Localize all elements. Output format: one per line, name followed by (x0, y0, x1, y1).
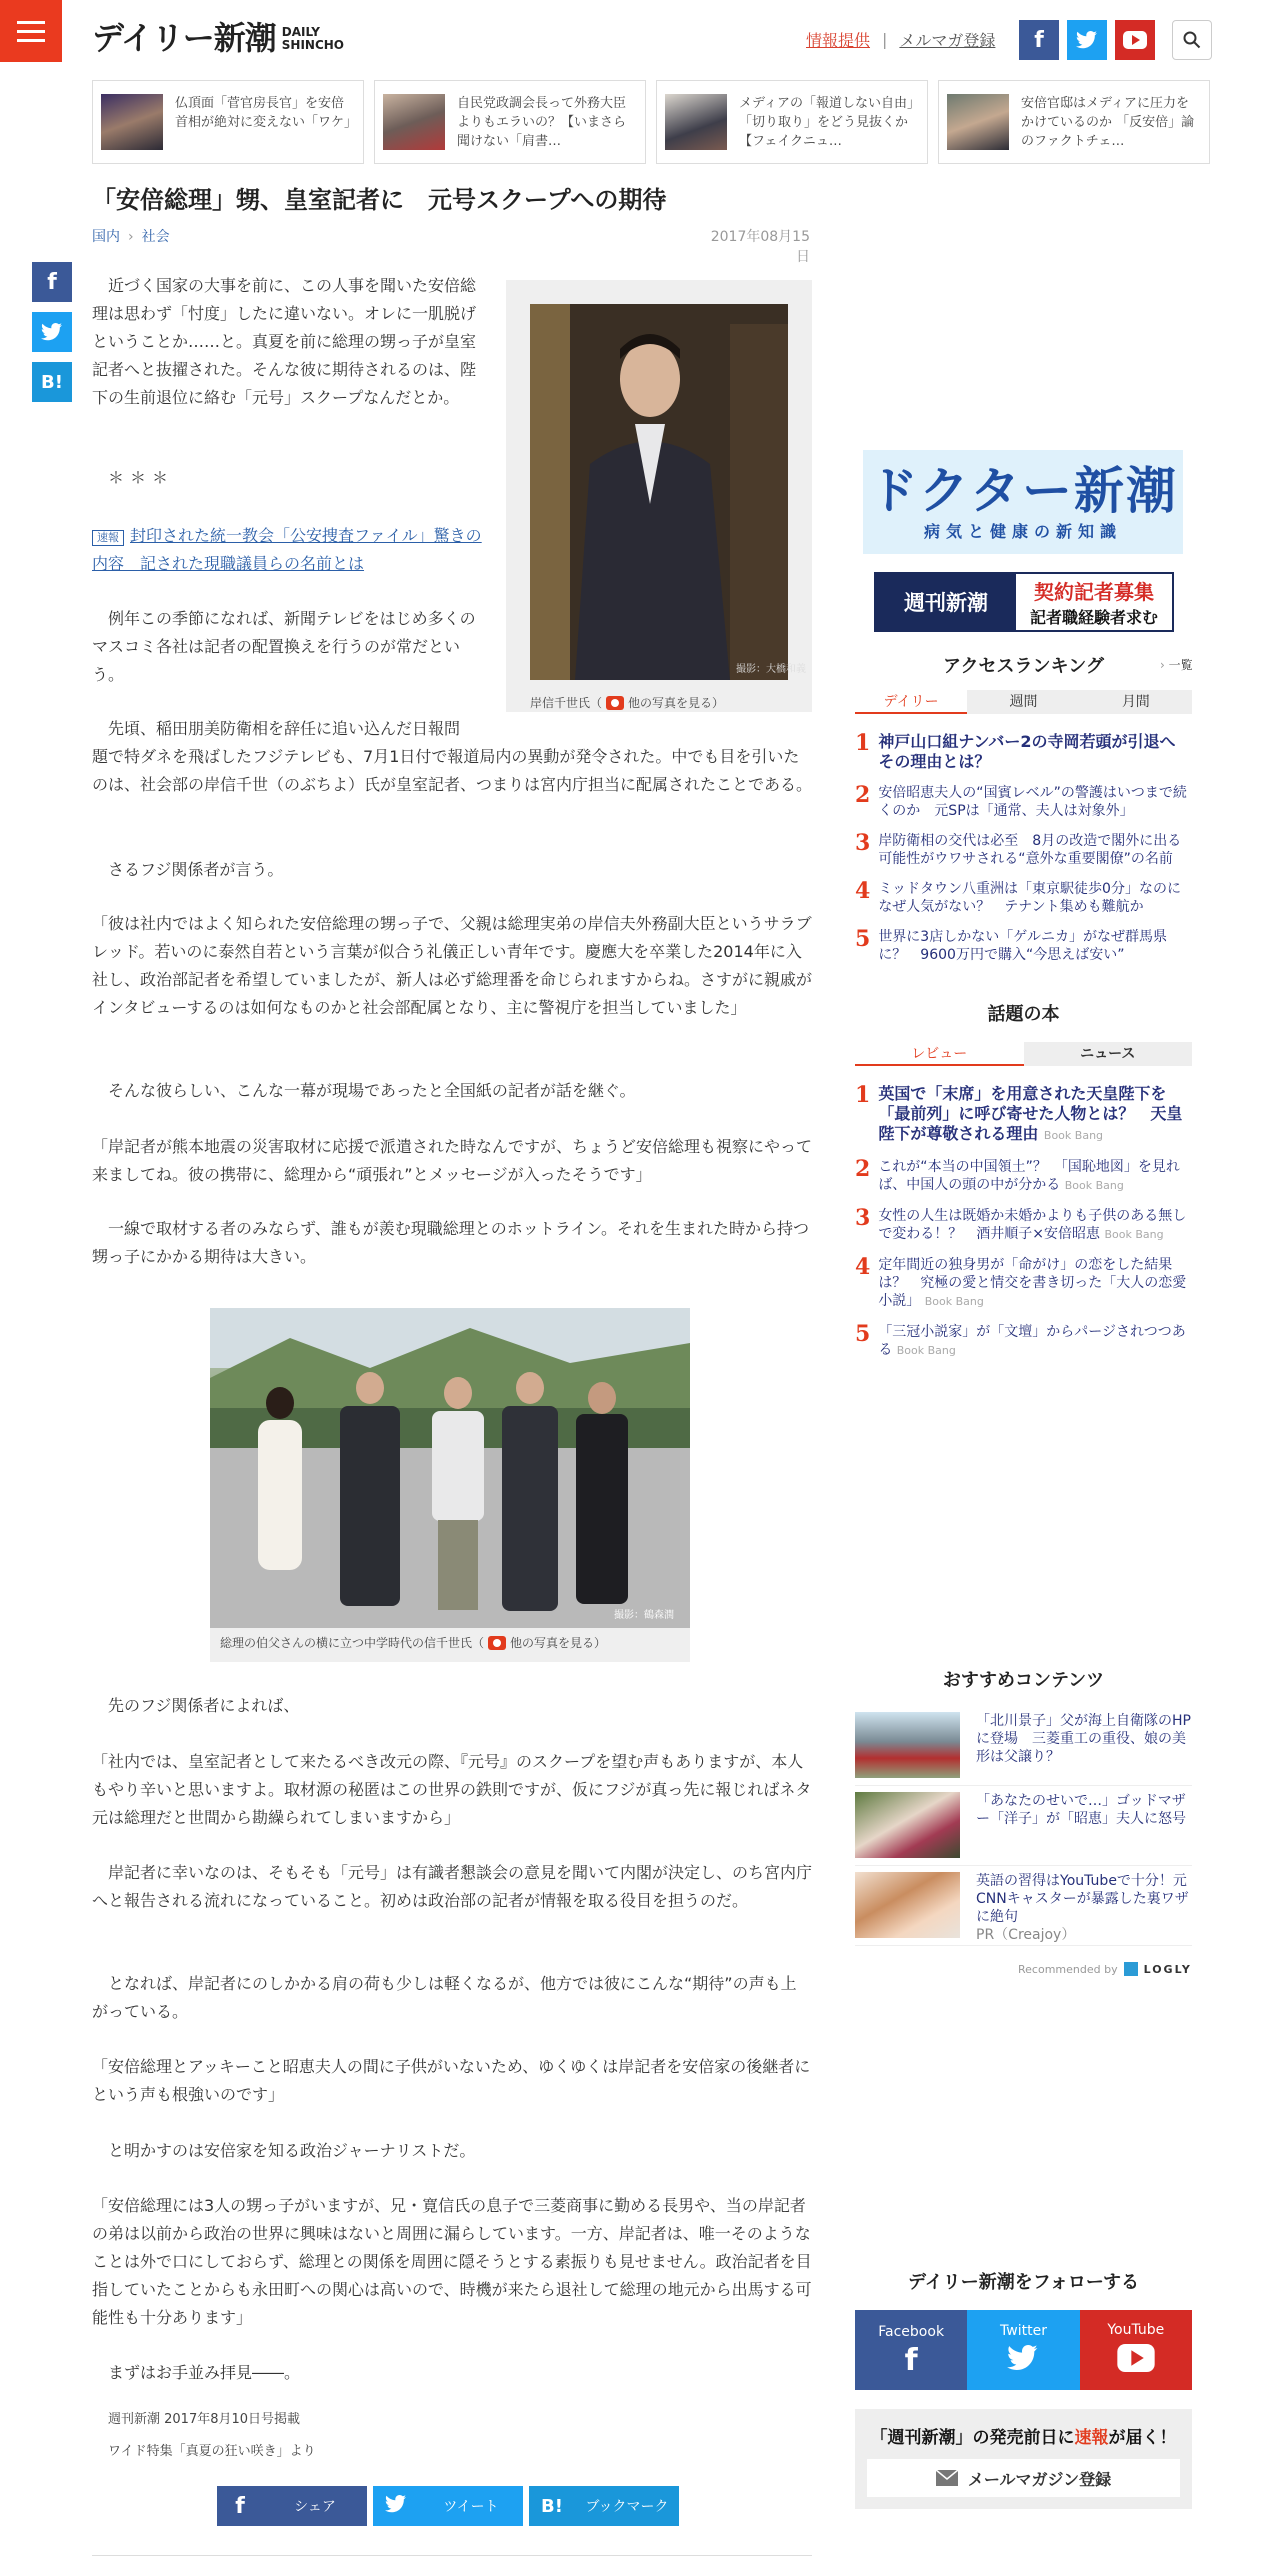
paragraph: まずはお手並み拝見――。 (108, 2363, 301, 2382)
photo-caption: 総理の伯父さんの横に立つ中学時代の信千世氏（ 他の写真を見る） (220, 1636, 607, 1650)
list-item[interactable]: 1 英国で「末席」を用意された天皇陛下を「最前列」に呼び寄せた人物とは？ 天皇陛下が尊敬される理由 Book Bang (855, 1082, 1183, 1143)
recommended-by[interactable]: Recommended by LOGLY (1018, 1962, 1192, 1976)
breadcrumb (92, 226, 170, 246)
ad-weekly-recruit[interactable]: 週刊新潮 契約記者募集 記者職経験者求む (874, 572, 1174, 632)
list-item[interactable]: 2 安倍昭恵夫人の“国賓レベル”の警護はいつまで続くのか 元SPは「通常、夫人は対象外」 (855, 782, 1187, 819)
camera-icon (488, 1636, 506, 1650)
tab-weekly[interactable]: 週間 (967, 690, 1079, 714)
hamburger-icon (17, 21, 45, 24)
list-item[interactable]: 1 神戸山口組ナンバー2の寺岡若頭が引退へ その理由とは？ (855, 730, 1176, 771)
list-item[interactable]: 4 ミッドタウン八重洲は「東京駅徒歩0分」なのになぜ人気がない？ テナント集めも難航か (855, 878, 1181, 915)
access-ranking-title: アクセスランキング (943, 656, 1104, 677)
article-title: 「安倍総理」甥、皇室記者に 元号スクープへの期待 (92, 186, 667, 214)
list-item[interactable]: 5 「三冠小説家」が「文壇」からパージされつつある Book Bang (855, 1321, 1186, 1358)
paragraph: となれば、岸記者にのしかかる肩の荷も少しは軽くなるが、他方では彼にこんな“期待”の声も上がっている。 (92, 1974, 797, 2021)
list-item[interactable]: 4 定年間近の独身男が「命がけ」の恋をした結果は？ 究極の愛と情交を書き切った「大人の恋愛小説」 Book Bang (855, 1254, 1187, 1309)
follow-title: デイリー新潮をフォローする (908, 2272, 1139, 2293)
twitter-icon (373, 2494, 419, 2519)
newsletter-link[interactable]: メルマガ登録 (899, 31, 996, 50)
paragraph: と明かすのは安倍家を知る政治ジャーナリストだ。 (108, 2141, 476, 2160)
photo-credit: 撮影：大橋和義 (736, 664, 806, 675)
facebook-share-button[interactable]: f シェア (217, 2486, 367, 2526)
recommend-title: おすすめコンテンツ (942, 1670, 1105, 1691)
share-bar (217, 2486, 679, 2526)
site-logo[interactable] (92, 20, 344, 56)
more-photos-link[interactable]: 他の写真を見る） (510, 1636, 607, 1650)
twitter-share-button[interactable]: ツイート (373, 2486, 523, 2526)
twitter-share-icon[interactable] (32, 312, 72, 352)
hatena-icon: B! (541, 2495, 563, 2517)
access-ranking-list (855, 732, 1192, 976)
related-card[interactable]: 自民党政調会長って外務大臣よりもエラいの？【いまさら聞けない「肩書… (374, 80, 646, 164)
breadcrumb-domestic[interactable]: 国内 (92, 229, 120, 245)
search-button[interactable] (1172, 20, 1212, 60)
list-item[interactable]: 5 世界に3店しかない「ゲルニカ」がなぜ群馬県に？ 9600万円で購入“今思えば安い” (855, 926, 1167, 963)
camera-icon (606, 696, 624, 710)
paragraph: 近づく国家の大事を前に、この人事を聞いた安倍総理は思わず「忖度」したに違いない。オレに一肌脱げということか……と。真夏を前に総理の甥っ子が皇室記者へと抜擢された。そんな彼に期待されるのは、陛下の生前退位に絡む「元号」スクープなんだとか。 (92, 276, 477, 407)
facebook-icon[interactable]: f (1019, 20, 1059, 60)
photo-frame (210, 1308, 690, 1662)
follow-buttons (855, 2310, 1192, 2390)
photo-group-with-pm[interactable] (210, 1308, 690, 1628)
newsletter-register-button[interactable]: メールマガジン登録 (867, 2459, 1180, 2497)
breaking-tag: 速報 (92, 530, 124, 546)
photo-caption: 岸信千世氏（ 他の写真を見る） (530, 696, 725, 710)
top-related-cards (92, 80, 1210, 164)
card-thumbnail (101, 94, 163, 150)
tab-review[interactable]: レビュー (855, 1042, 1024, 1066)
more-photos-link[interactable]: 他の写真を見る） (628, 696, 725, 710)
hatena-bookmark-button[interactable]: B! ブックマーク (529, 2486, 679, 2526)
separator-stars: ＊＊＊ (108, 468, 175, 487)
reco-thumbnail (855, 1712, 960, 1778)
header-links (806, 28, 995, 51)
paragraph: 先のフジ関係者によれば、 (108, 1696, 300, 1715)
ranking-more-link[interactable]: › 一覧 (1160, 658, 1193, 672)
card-thumbnail (947, 94, 1009, 150)
tab-monthly[interactable]: 月間 (1080, 690, 1192, 714)
related-card[interactable]: メディアの「報道しない自由」「切り取り」をどう見抜くか【フェイクニュ… (656, 80, 928, 164)
paragraph: 岸記者に幸いなのは、そもそも「元号」は有識者懇談会の意見を聞いて内閣が決定し、のち宮内庁へと報告される流れになっていること。初めは政治部の記者が情報を取る役目を担うのだ。 (92, 1863, 813, 1910)
quote-paragraph: 「安倍総理には3人の甥っ子がいますが、兄・寛信氏の息子で三菱商事に勤める長男や、当の岸記者の弟は以前から政治の世界に興味はないと周囲に漏らしています。一方、岸記者は、唯一そのようなことは外で口にしておらず、総理との関係を周囲に隠そうとする素振りも見せません。政治記者を目指していたことからも永田町への関心は高いので、時機が来たら退社して総理の地元から出馬する可能性も十分あります」 (92, 2196, 812, 2327)
books-tabs (855, 1042, 1192, 1066)
list-item[interactable]: 「北川景子」父が海上自衛隊のHPに登場 三菱重工の重役、娘の美形は父譲り？ (855, 1706, 1192, 1786)
books-title: 話題の本 (987, 1004, 1060, 1025)
paragraph: 一線で取材する者のみならず、誰もが羨む現職総理とのホットライン。それを生まれた時から持つ甥っ子にかかる期待は大きい。 (92, 1219, 809, 1266)
photo-credit: 撮影：鶴森潤 (614, 1610, 674, 1621)
logo-jp: デイリー新潮 (92, 19, 276, 57)
newsletter-box: 「週刊新潮」の発売前日に速報が届く！ メールマガジン登録 (855, 2409, 1192, 2509)
paragraph: 先頃、稲田朋美防衛相を辞任に追い込んだ日報問 (108, 719, 461, 738)
ad-doctor-shincho[interactable]: ドクター新潮 病気と健康の新知識 (863, 450, 1183, 554)
paragraph: 題で特ダネを飛ばしたフジテレビも、7月1日付で報道局内の異動が発令された。中でも目を引いたのは、社会部の岸信千世（のぶちよ）氏が皇室記者、つまりは宮内庁担当に配属されたことである。 (92, 747, 813, 794)
list-item[interactable]: 3 岸防衛相の交代は必至 8月の改造で閣外に出る可能性がウワサされる“意外な重要閣僚”の名前 (855, 830, 1182, 867)
facebook-icon: f (235, 2493, 245, 2519)
tab-daily[interactable]: デイリー (855, 690, 967, 714)
logo-en: DAILY SHINCHO (281, 25, 345, 52)
source-note: 週刊新潮 2017年8月10日号掲載 (108, 2412, 301, 2427)
chevron-right-icon: › (128, 229, 134, 245)
article-date: 2017年08月15日 (710, 229, 810, 265)
envelope-icon (936, 2470, 958, 2486)
twitter-icon[interactable] (1067, 20, 1107, 60)
related-card[interactable]: 仏頂面「菅官房長官」を安倍首相が絶対に変えない「ワケ」 (92, 80, 364, 164)
quote-paragraph: 「岸記者が熊本地震の災害取材に応援で派遣された時なんですが、ちょうど安倍総理も視察にやって来ましてね。彼の携帯に、総理から“頑張れ”とメッセージが入ったそうです」 (92, 1137, 813, 1184)
list-item[interactable]: 「あなたのせいで…」ゴッドマザー「洋子」が「昭恵」夫人に怒号 (855, 1786, 1192, 1866)
follow-youtube-button[interactable]: YouTube (1080, 2310, 1192, 2390)
follow-facebook-button[interactable]: Facebook f (855, 2310, 967, 2390)
reco-thumbnail (855, 1792, 960, 1858)
related-card[interactable]: 安倍官邸はメディアに圧力をかけているのか 「反安倍」論のファクトチェ… (938, 80, 1210, 164)
paragraph: 例年この季節になれば、新聞テレビをはじめ多くのマスコミ各社は記者の配置換えを行うのが常だという。 (92, 609, 476, 684)
side-share-bar (32, 262, 72, 402)
youtube-icon[interactable] (1115, 20, 1155, 60)
facebook-icon: f (904, 2343, 918, 2378)
list-item[interactable]: 英語の習得はYouTubeで十分！元CNNキャスターが暴露した裏ワザに絶句 PR（Creajoy） (855, 1866, 1192, 1946)
separator: | (882, 30, 888, 49)
breaking-news-link[interactable]: 速報 封印された統一教会「公安捜査ファイル」驚きの内容 記された現職議員らの名前とは (92, 526, 482, 573)
paragraph: そんな彼らしい、こんな一幕が現場であったと全国紙の記者が話を継ぐ。 (108, 1081, 636, 1100)
tab-news[interactable]: ニュース (1024, 1042, 1193, 1066)
photo-frame (506, 280, 812, 712)
youtube-icon (1116, 2344, 1156, 2378)
facebook-share-icon[interactable]: f (32, 262, 72, 302)
card-thumbnail (665, 94, 727, 150)
source-note: ワイド特集「真夏の狂い咲き」より (108, 2444, 316, 2459)
twitter-icon (1007, 2345, 1039, 2377)
quote-paragraph: 「彼は社内ではよく知られた安倍総理の甥っ子で、父親は総理実弟の岸信夫外務副大臣というサラブレッド。若いのに泰然自若という言葉が似合う礼儀正しい青年です。慶應大を卒業した2014年に入社し、政治部記者を希望していましたが、新人は必ず総理番を命じられますからね。さすがに親戚がインタビューするのは如何なものかと社会部配属となり、主に警視庁を担当していました」 (92, 914, 813, 1017)
hatena-bookmark-icon[interactable]: B! (32, 362, 72, 402)
list-item[interactable]: 3 女性の人生は既婚か未婚かよりも子供のある無しで変わる！？ 酒井順子×安倍昭恵 Book Bang (855, 1205, 1187, 1242)
divider (92, 2555, 812, 2556)
logly-icon (1124, 1962, 1138, 1976)
books-list (855, 1084, 1192, 1372)
ranking-tabs (855, 690, 1192, 714)
search-icon (1183, 31, 1201, 49)
card-thumbnail (383, 94, 445, 150)
recommend-list (855, 1706, 1192, 1946)
reco-thumbnail (855, 1872, 960, 1938)
quote-paragraph: 「安倍総理とアッキーこと昭恵夫人の間に子供がいないため、ゆくゆくは岸記者を安倍家の後継者にという声も根強いのです」 (92, 2057, 811, 2104)
menu-button[interactable] (0, 0, 62, 62)
list-item[interactable]: 2 これが“本当の中国領土”？ 「国恥地図」を見れば、中国人の頭の中が分かる Book Bang (855, 1156, 1180, 1193)
header-sns (1019, 20, 1155, 60)
follow-twitter-button[interactable]: Twitter (967, 2310, 1079, 2390)
quote-paragraph: 「社内では、皇室記者として来たるべき改元の際、『元号』のスクープを望む声もありますが、本人もやり辛いと思いますよ。取材源の秘匿はこの世界の鉄則ですが、仮にフジが真っ先に報じればネタ元は総理だと世間から勘繰られてしまいますから」 (92, 1752, 812, 1827)
paragraph: さるフジ関係者が言う。 (108, 860, 284, 879)
tips-link[interactable]: 情報提供 (806, 31, 871, 50)
photo-kishi-nobuchiyo[interactable] (530, 304, 806, 680)
breadcrumb-society[interactable]: 社会 (141, 229, 170, 245)
